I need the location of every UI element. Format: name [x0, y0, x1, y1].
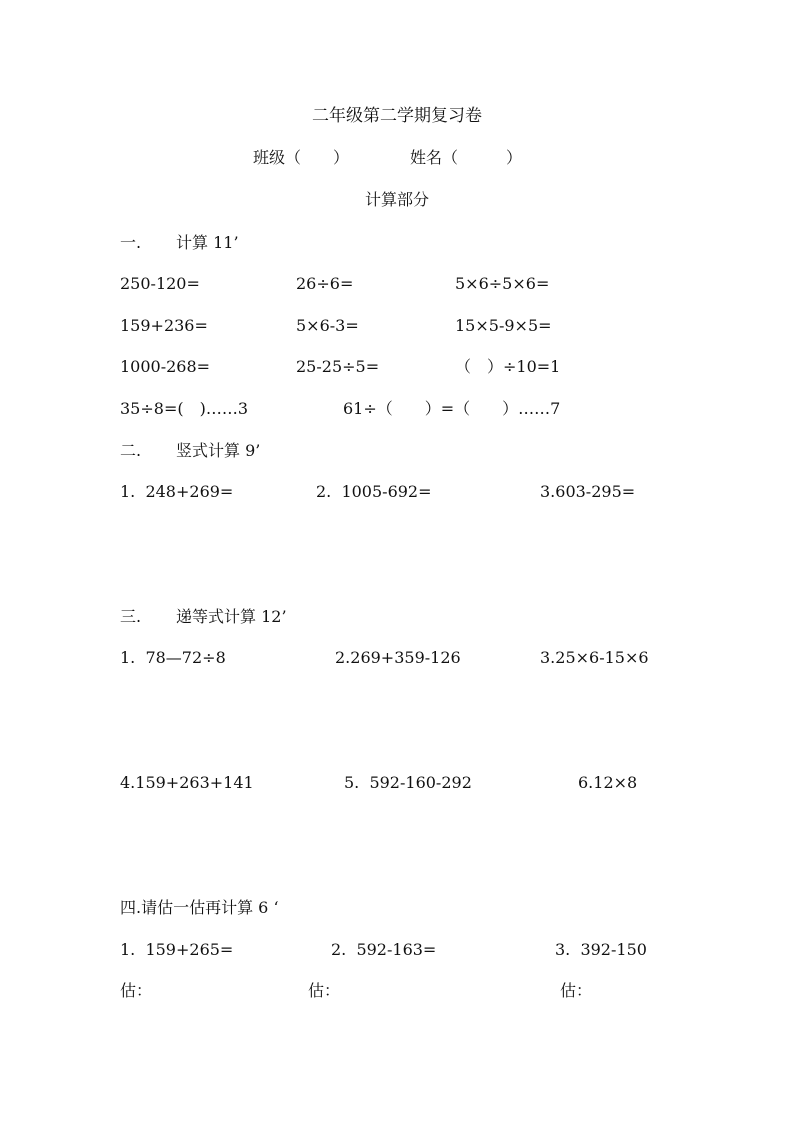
stepwise-problem: 1. 78—72÷8: [120, 648, 226, 667]
section1-heading: 计算 11’: [176, 233, 239, 252]
problem: 61÷（ ）=（ ）……7: [343, 399, 561, 418]
worksheet-title: 二年级第二学期复习卷: [312, 106, 482, 126]
stepwise-problem: 3.25×6-15×6: [540, 648, 649, 667]
problem: 26÷6=: [296, 274, 354, 293]
problem: 5×6÷5×6=: [455, 274, 550, 293]
stepwise-problem: 2.269+359-126: [335, 648, 461, 667]
problem: （ ）÷10=1: [455, 357, 561, 376]
stepwise-problem: 5. 592-160-292: [344, 773, 472, 792]
estimate-label: 估：: [120, 981, 153, 1000]
section3-heading: 递等式计算 12’: [176, 607, 287, 626]
name-field: 姓名（ ）: [410, 148, 523, 167]
problem: 1000-268=: [120, 357, 211, 376]
section1-number: 一.: [120, 233, 142, 252]
estimate-problem: 2. 592-163=: [331, 940, 437, 959]
estimate-problem: 3. 392-150: [555, 940, 647, 959]
estimate-label: 估：: [560, 981, 593, 1000]
vertical-problem: 3.603-295=: [540, 482, 636, 501]
section3-number: 三.: [120, 607, 142, 626]
vertical-problem: 1. 248+269=: [120, 482, 234, 501]
section2-number: 二.: [120, 441, 142, 460]
stepwise-problem: 4.159+263+141: [120, 773, 254, 792]
stepwise-problem: 6.12×8: [578, 773, 638, 792]
problem: 5×6-3=: [296, 316, 359, 335]
estimate-label: 估：: [308, 981, 341, 1000]
section2-heading: 竖式计算 9’: [176, 441, 261, 460]
class-field: 班级（ ）: [253, 148, 350, 167]
problem: 159+236=: [120, 316, 208, 335]
part-title: 计算部分: [364, 190, 429, 209]
problem: 250-120=: [120, 274, 200, 293]
vertical-problem: 2. 1005-692=: [316, 482, 432, 501]
problem: 25-25÷5=: [296, 357, 380, 376]
problem: 35÷8=( )……3: [120, 399, 249, 418]
estimate-problem: 1. 159+265=: [120, 940, 234, 959]
problem: 15×5-9×5=: [455, 316, 552, 335]
section4-heading: 四.请估一估再计算 6 ‘: [120, 898, 279, 917]
